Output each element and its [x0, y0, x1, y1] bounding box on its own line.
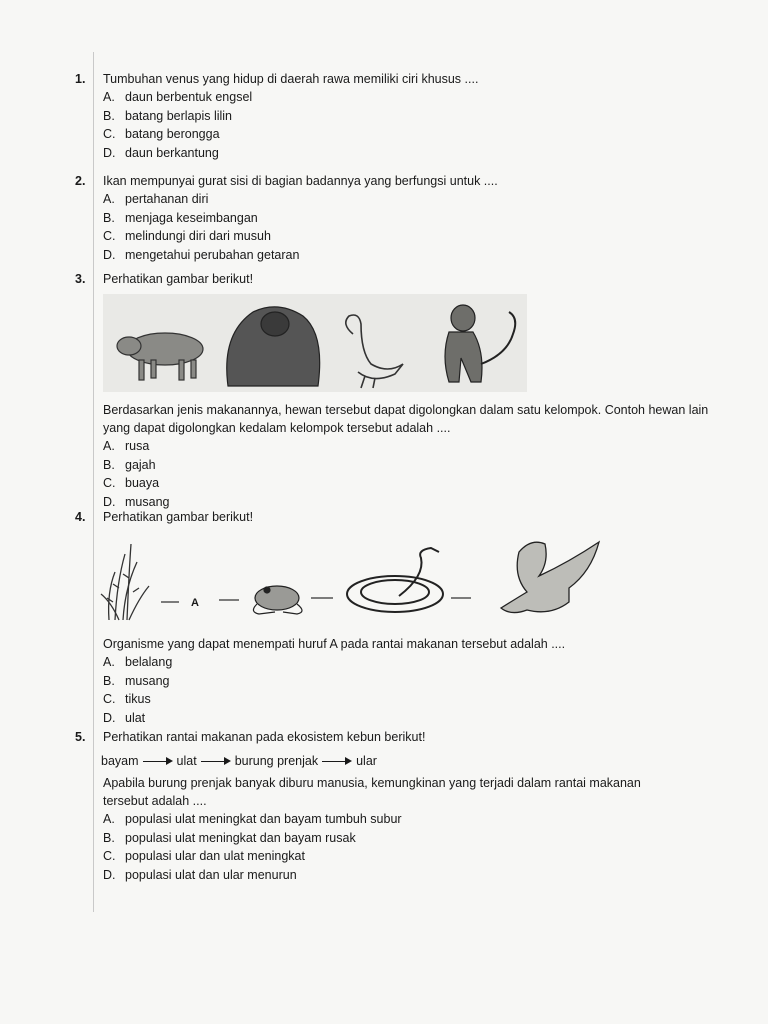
option-c[interactable] [103, 847, 715, 866]
option-a[interactable] [103, 190, 715, 209]
placeholder-a-label: A [191, 597, 199, 609]
option-b[interactable] [103, 209, 715, 228]
question-text: Perhatikan rantai makanan pada ekosistem kebun berikut! [103, 730, 426, 744]
option-text: menjaga keseimbangan [125, 210, 258, 225]
option-letter: B. [103, 210, 115, 225]
option-a[interactable] [103, 653, 715, 672]
options-list [103, 437, 715, 511]
option-text: batang berongga [125, 127, 220, 141]
option-text: rusa [125, 439, 150, 453]
option-text: belalang [125, 655, 173, 669]
option-letter: C. [103, 229, 116, 243]
option-text: populasi ulat dan ular menurun [125, 867, 297, 882]
option-b[interactable] [103, 107, 715, 126]
question-number: 1. [75, 72, 86, 86]
option-d[interactable] [103, 144, 715, 163]
option-c[interactable] [103, 125, 715, 144]
option-a[interactable] [103, 88, 715, 107]
option-letter: C. [103, 692, 116, 706]
question-text: Perhatikan gambar berikut! [103, 272, 254, 286]
question-body: Berdasarkan jenis makanannya, hewan tersebut dapat digolongkan dalam satu kelompok. Contoh hewan lain yang dapat digolongkan kedalam kelompok tersebut adalah .... [103, 403, 709, 435]
option-letter: B. [103, 108, 115, 123]
arrow-right-icon [201, 756, 231, 766]
food-chain-text [101, 752, 715, 770]
arrow-right-icon [322, 756, 352, 766]
arrow-right-icon [143, 756, 173, 766]
option-text: ulat [125, 710, 146, 725]
option-text: musang [125, 673, 170, 688]
option-letter: D. [103, 867, 116, 882]
chain-item: bayam [101, 754, 139, 768]
option-letter: D. [103, 247, 116, 262]
option-b[interactable] [103, 456, 715, 475]
option-text: daun berkantung [125, 145, 219, 160]
option-text: musang [125, 494, 170, 509]
chain-item: ulat [176, 754, 197, 768]
option-letter: B. [103, 673, 115, 688]
option-text: batang berlapis lilin [125, 108, 233, 123]
chain-item: burung prenjak [234, 754, 319, 768]
option-c[interactable] [103, 227, 715, 246]
option-letter: A. [103, 192, 115, 206]
option-letter: C. [103, 127, 116, 141]
chain-item: ular [356, 754, 377, 768]
food-chain-illustration [99, 532, 715, 633]
options-list [103, 810, 715, 884]
options-list [103, 653, 715, 727]
option-text: pertahanan diri [125, 192, 209, 206]
question-body: Organisme yang dapat menempati huruf A pada rantai makanan tersebut adalah .... [103, 637, 566, 651]
question-text: Tumbuhan venus yang hidup di daerah rawa memiliki ciri khusus .... [103, 72, 479, 86]
question-body: Apabila burung prenjak banyak diburu manusia, kemungkinan yang terjadi dalam rantai makanan tersebut adalah .... [103, 776, 641, 808]
question-number: 2. [75, 174, 86, 188]
question-text: Ikan mempunyai gurat sisi di bagian badannya yang berfungsi untuk .... [103, 174, 498, 188]
question-number: 3. [75, 272, 86, 286]
option-b[interactable] [103, 672, 715, 691]
frog-drawing [253, 586, 302, 614]
animals-illustration [103, 294, 715, 397]
option-letter: D. [103, 145, 116, 160]
option-text: populasi ulat meningkat dan bayam rusak [125, 830, 356, 845]
snake-drawing [347, 548, 443, 612]
option-text: melindungi diri dari musuh [125, 229, 271, 243]
option-text: tikus [125, 692, 151, 706]
option-a[interactable] [103, 437, 715, 456]
option-d[interactable] [103, 866, 715, 885]
option-text: populasi ulat meningkat dan bayam tumbuh subur [125, 812, 402, 826]
question-number: 5. [75, 730, 86, 744]
option-letter: A. [103, 439, 115, 453]
option-text: buaya [125, 476, 160, 490]
question-2 [75, 172, 715, 264]
question-3 [75, 270, 715, 511]
option-a[interactable] [103, 810, 715, 829]
option-letter: C. [103, 476, 116, 490]
eagle-drawing [501, 542, 599, 613]
option-letter: A. [103, 90, 115, 104]
question-number: 4. [75, 510, 86, 524]
option-letter: D. [103, 710, 116, 725]
question-text: Perhatikan gambar berikut! [103, 510, 254, 524]
option-letter: A. [103, 655, 115, 669]
option-text: daun berbentuk engsel [125, 90, 253, 104]
option-letter: C. [103, 849, 116, 863]
option-letter: B. [103, 457, 115, 472]
option-b[interactable] [103, 829, 715, 848]
question-4 [75, 508, 715, 727]
question-1 [75, 70, 715, 162]
option-letter: A. [103, 812, 115, 826]
option-c[interactable] [103, 690, 715, 709]
option-letter: D. [103, 494, 116, 509]
option-text: gajah [125, 457, 156, 472]
option-d[interactable] [103, 709, 715, 728]
options-list [103, 88, 715, 162]
option-d[interactable] [103, 246, 715, 265]
option-c[interactable] [103, 474, 715, 493]
question-5 [75, 728, 715, 884]
grass-drawing [101, 544, 149, 620]
option-text: mengetahui perubahan getaran [125, 247, 300, 262]
option-text: populasi ular dan ulat meningkat [125, 849, 305, 863]
options-list [103, 190, 715, 264]
option-letter: B. [103, 830, 115, 845]
